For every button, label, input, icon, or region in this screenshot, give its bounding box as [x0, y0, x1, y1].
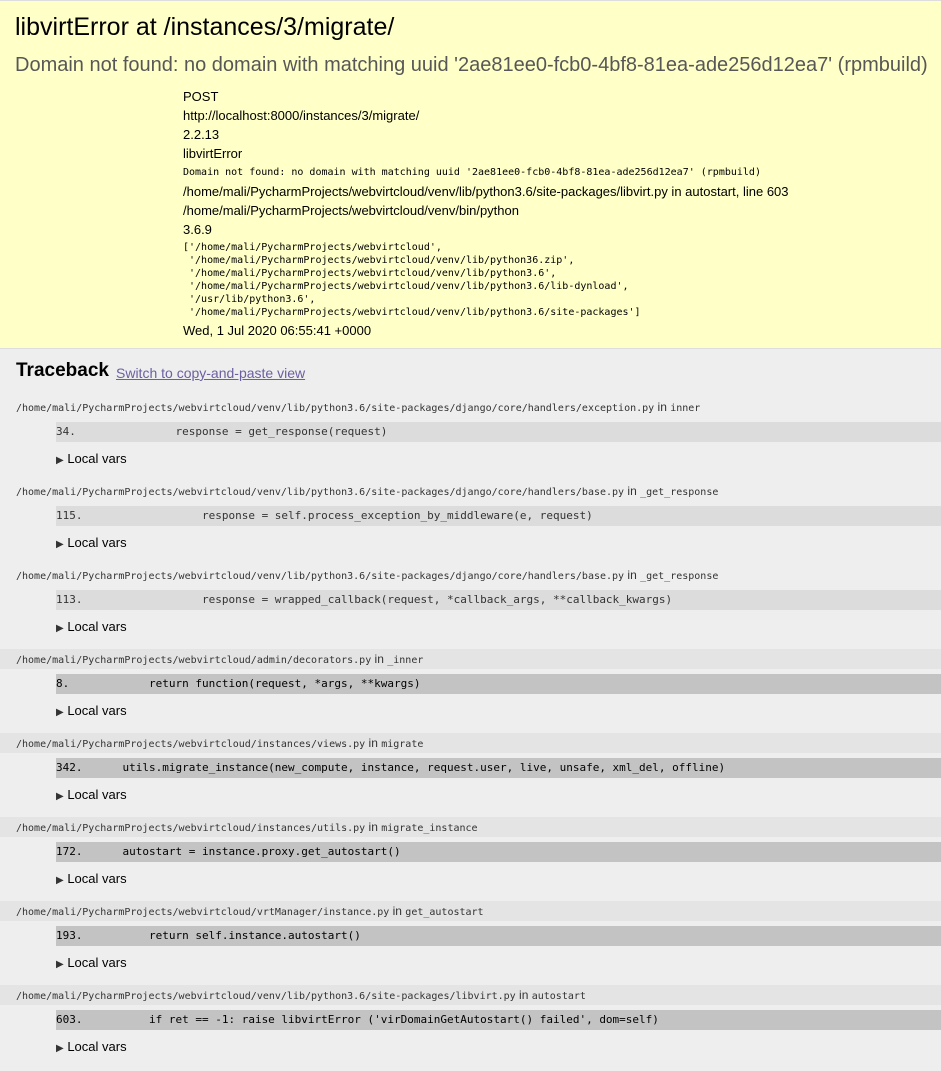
- code-text: response = wrapped_callback(request, *callback_args, **callback_kwargs): [96, 593, 673, 606]
- local-vars-toggle[interactable]: [56, 785, 127, 805]
- frame-location: [16, 901, 484, 921]
- local-vars-toggle[interactable]: [56, 449, 127, 469]
- frame-filename: /home/mali/PycharmProjects/webvirtcloud/venv/lib/python3.6/site-packages/libvirt.py: [16, 991, 516, 1002]
- code-text: return self.instance.autostart(): [96, 929, 361, 942]
- traceback-frame: [0, 397, 941, 481]
- context-line[interactable]: [56, 1010, 941, 1030]
- expand-arrow-icon: ▶: [56, 623, 64, 634]
- traceback-frame: [0, 565, 941, 649]
- traceback-frame: [0, 481, 941, 565]
- code-text: autostart = instance.proxy.get_autostart(): [96, 845, 401, 858]
- frame-in-word: in: [389, 904, 406, 918]
- frame-location: [16, 565, 718, 585]
- frame-function: _inner: [387, 655, 424, 666]
- meta-value: http://localhost:8000/instances/3/migrate/: [183, 108, 420, 123]
- frame-in-word: in: [624, 568, 641, 582]
- line-number: 8.: [56, 677, 70, 690]
- local-vars-label: Local vars: [63, 1039, 127, 1054]
- frame-in-word: in: [624, 484, 641, 498]
- code-text: utils.migrate_instance(new_compute, instance, request.user, live, unsafe, xml_del, offline): [96, 761, 726, 774]
- frame-filename: /home/mali/PycharmProjects/webvirtcloud/venv/lib/python3.6/site-packages/django/core/handlers/exception.py: [16, 403, 655, 414]
- line-number: 193.: [56, 929, 83, 942]
- frame-location: [16, 649, 423, 669]
- page-title: libvirtError at /instances/3/migrate/: [15, 13, 395, 41]
- local-vars-label: Local vars: [63, 535, 127, 550]
- frame-in-word: in: [654, 400, 671, 414]
- meta-value: Wed, 1 Jul 2020 06:55:41 +0000: [183, 323, 372, 338]
- exception-message: Domain not found: no domain with matching uuid '2ae81ee0-fcb0-4bf8-81ea-ade256d12ea7' (rpmbuild): [15, 54, 928, 76]
- context-line[interactable]: [56, 422, 941, 442]
- local-vars-toggle[interactable]: [56, 869, 127, 889]
- expand-arrow-icon: ▶: [56, 875, 64, 886]
- line-number: 115.: [56, 509, 83, 522]
- meta-value: POST: [183, 89, 219, 104]
- local-vars-label: Local vars: [63, 451, 127, 466]
- traceback-section: [0, 349, 941, 1071]
- expand-arrow-icon: ▶: [56, 539, 64, 550]
- frame-filename: /home/mali/PycharmProjects/webvirtcloud/venv/lib/python3.6/site-packages/django/core/handlers/base.py: [16, 571, 625, 582]
- context-line[interactable]: [56, 758, 941, 778]
- frame-function: _get_response: [640, 487, 719, 498]
- local-vars-label: Local vars: [63, 619, 127, 634]
- traceback-frame: [0, 649, 941, 733]
- expand-arrow-icon: ▶: [56, 959, 64, 970]
- local-vars-label: Local vars: [63, 871, 127, 886]
- line-number: 342.: [56, 761, 83, 774]
- copy-paste-view-link[interactable]: Switch to copy-and-paste view: [116, 365, 306, 381]
- meta-value: /home/mali/PycharmProjects/webvirtcloud/venv/lib/python3.6/site-packages/libvirt.py in autostart, line 603: [183, 184, 789, 199]
- code-text: return function(request, *args, **kwargs): [96, 677, 421, 690]
- expand-arrow-icon: ▶: [56, 1043, 64, 1054]
- frame-filename: /home/mali/PycharmProjects/webvirtcloud/venv/lib/python3.6/site-packages/django/core/handlers/base.py: [16, 487, 625, 498]
- traceback-frame: [0, 901, 941, 985]
- code-text: response = self.process_exception_by_middleware(e, request): [96, 509, 593, 522]
- frame-function: migrate_instance: [381, 823, 478, 834]
- frame-function: autostart: [531, 991, 586, 1002]
- local-vars-toggle[interactable]: [56, 533, 127, 553]
- frame-filename: /home/mali/PycharmProjects/webvirtcloud/instances/views.py: [16, 739, 366, 750]
- line-number: 172.: [56, 845, 83, 858]
- traceback-frame: [0, 733, 941, 817]
- meta-value: /home/mali/PycharmProjects/webvirtcloud/venv/bin/python: [183, 203, 519, 218]
- summary-panel: [0, 0, 941, 349]
- line-number: 113.: [56, 593, 83, 606]
- line-number: 603.: [56, 1013, 83, 1026]
- frame-location: [16, 733, 423, 753]
- context-line[interactable]: [56, 506, 941, 526]
- line-number: 34.: [56, 425, 76, 438]
- local-vars-toggle[interactable]: [56, 1037, 127, 1057]
- traceback-frame: [0, 985, 941, 1069]
- code-text: if ret == -1: raise libvirtError ('virDomainGetAutostart() failed', dom=self): [96, 1013, 659, 1026]
- local-vars-label: Local vars: [63, 787, 127, 802]
- expand-arrow-icon: ▶: [56, 455, 64, 466]
- meta-value: 3.6.9: [183, 222, 212, 237]
- local-vars-label: Local vars: [63, 955, 127, 970]
- traceback-frame: [0, 817, 941, 901]
- local-vars-toggle[interactable]: [56, 953, 127, 973]
- frame-in-word: in: [365, 820, 382, 834]
- python-path-value: ['/home/mali/PycharmProjects/webvirtcloud', '/home/mali/PycharmProjects/webvirtcloud/venv/lib/python36.zip', '/home/mali/PycharmProjects/webvirtcloud/venv/lib/python3.6', '/home/mali/PycharmProjects/webvirtcloud/venv/lib/python3.6/lib-dynload', '/usr/lib/python3.6', '/home/mali/PycharmProjects/webvirtcloud/venv/lib/python3.6/site-packages']: [183, 242, 641, 318]
- meta-value: Domain not found: no domain with matching uuid '2ae81ee0-fcb0-4bf8-81ea-ade256d12ea7' (rpmbuild): [183, 167, 761, 178]
- frame-function: _get_response: [640, 571, 719, 582]
- frame-location: [16, 397, 700, 417]
- frame-filename: /home/mali/PycharmProjects/webvirtcloud/vrtManager/instance.py: [16, 907, 390, 918]
- context-line[interactable]: [56, 842, 941, 862]
- frame-location: [16, 481, 718, 501]
- meta-value: libvirtError: [183, 146, 243, 161]
- meta-value: 2.2.13: [183, 127, 220, 142]
- frame-in-word: in: [371, 652, 388, 666]
- frame-filename: /home/mali/PycharmProjects/webvirtcloud/instances/utils.py: [16, 823, 366, 834]
- context-line[interactable]: [56, 590, 941, 610]
- frame-in-word: in: [515, 988, 532, 1002]
- local-vars-toggle[interactable]: [56, 701, 127, 721]
- local-vars-toggle[interactable]: [56, 617, 127, 637]
- expand-arrow-icon: ▶: [56, 791, 64, 802]
- frame-filename: /home/mali/PycharmProjects/webvirtcloud/admin/decorators.py: [16, 655, 372, 666]
- context-line[interactable]: [56, 926, 941, 946]
- context-line[interactable]: [56, 674, 941, 694]
- frame-function: inner: [670, 403, 701, 414]
- traceback-title: Traceback: [16, 360, 109, 381]
- frame-location: [16, 985, 586, 1005]
- frame-function: migrate: [381, 739, 424, 750]
- frame-function: get_autostart: [405, 907, 484, 918]
- local-vars-label: Local vars: [63, 703, 127, 718]
- frame-location: [16, 817, 478, 837]
- code-text: response = get_response(request): [96, 425, 388, 438]
- expand-arrow-icon: ▶: [56, 707, 64, 718]
- frame-in-word: in: [365, 736, 382, 750]
